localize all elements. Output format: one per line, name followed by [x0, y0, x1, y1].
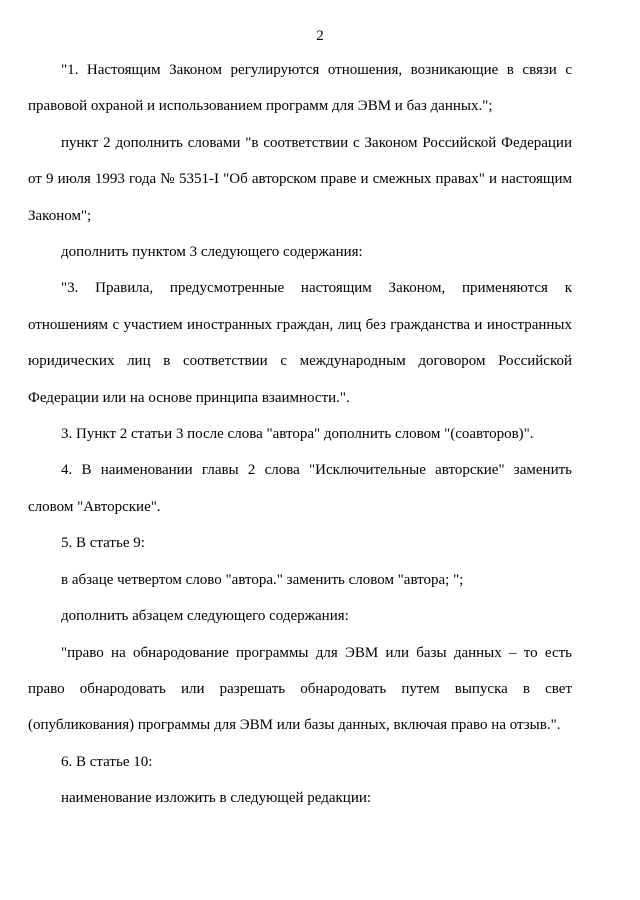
paragraph-4: "3. Правила, предусмотренные настоящим Законом, применяются к отношениям с участием иностранных граждан, лиц без гражданства и иностранных юридических лиц в соответствии с международным договором Российской Федерации или на основе принципа взаимности.".	[28, 280, 572, 406]
paragraph-10: "право на обнародование программы для ЭВМ или базы данных – то есть право обнародовать или разрешать обнародовать путем выпуска в свет (опубликования) программы для ЭВМ или базы данных, включая право на отзыв.".	[28, 644, 572, 734]
paragraph-12: наименование изложить в следующей редакции:	[61, 790, 372, 807]
paragraph-5: 3. Пункт 2 статьи 3 после слова "автора" дополнить словом "(соавторов)".	[61, 426, 534, 443]
paragraph-11: 6. В статье 10:	[61, 753, 153, 770]
paragraph-3: дополнить пунктом 3 следующего содержания:	[61, 244, 363, 261]
paragraph-1: "1. Настоящим Законом регулируются отношения, возникающие в связи с правовой охраной и использованием программ для ЭВМ и баз данных.";	[28, 62, 572, 115]
paragraph-2: пункт 2 дополнить словами "в соответствии с Законом Российской Федерации от 9 июля 1993 года № 5351-I "Об авторском праве и смежных правах" и настоящим Законом";	[28, 134, 572, 224]
paragraph-9: дополнить абзацем следующего содержания:	[61, 608, 349, 625]
paragraph-8: в абзаце четвертом слово "автора." заменить словом "автора; ";	[61, 571, 464, 588]
paragraph-6: 4. В наименовании главы 2 слова "Исключительные авторские" заменить словом "Авторские".	[28, 462, 572, 515]
document-body	[28, 52, 572, 817]
paragraph-7: 5. В статье 9:	[61, 535, 145, 552]
page-number: 2	[316, 28, 324, 44]
